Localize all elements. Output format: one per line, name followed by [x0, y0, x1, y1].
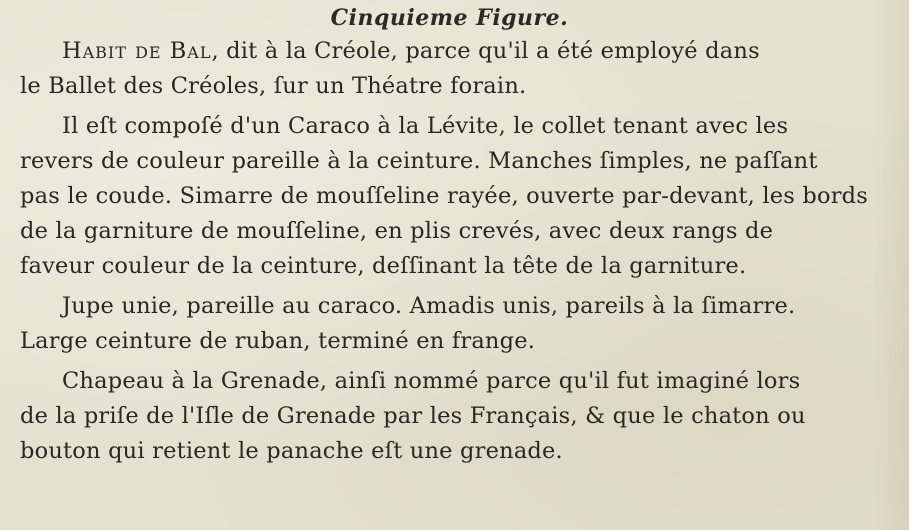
figure-heading: Cinquieme Figure.	[330, 5, 569, 31]
text-line: de la garniture de mouſſeline, en plis crevés, avec deux rangs de	[20, 218, 774, 244]
paragraph-caraco	[20, 109, 879, 284]
text-line: pas le coude. Simarre de mouſſeline rayée, ouverte par-devant, les bords	[20, 183, 869, 209]
lead-smallcaps: Habit de Bal	[62, 38, 212, 64]
paragraph-jupe	[20, 289, 879, 359]
text-line: Chapeau à la Grenade, ainſi nommé parce qu'il fut imaginé lors	[62, 368, 801, 394]
text-line: de la priſe de l'Iſle de Grenade par les Français, & que le chaton ou	[20, 403, 806, 429]
text-line	[20, 34, 879, 69]
text-line: le Ballet des Créoles, ſur un Théatre forain.	[20, 73, 527, 99]
text-line: revers de couleur pareille à la ceinture. Manches ſimples, ne paſſant	[20, 148, 818, 174]
text-line: bouton qui retient le panache eſt une grenade.	[20, 438, 563, 464]
page-shadow	[873, 0, 909, 530]
paragraph-habit-de-bal	[20, 34, 879, 104]
text-line: Large ceinture de ruban, terminé en frange.	[20, 328, 536, 354]
line-text: , dit à la Créole, parce qu'il a été employé dans	[211, 38, 760, 64]
text-line: faveur couleur de la ceinture, deſſinant la tête de la garniture.	[20, 253, 747, 279]
text-line: Il eſt compoſé d'un Caraco à la Lévite, le collet tenant avec les	[62, 113, 789, 139]
text-line: Jupe unie, pareille au caraco. Amadis unis, pareils à la ſimarre.	[62, 293, 796, 319]
paragraph-chapeau	[20, 364, 879, 469]
